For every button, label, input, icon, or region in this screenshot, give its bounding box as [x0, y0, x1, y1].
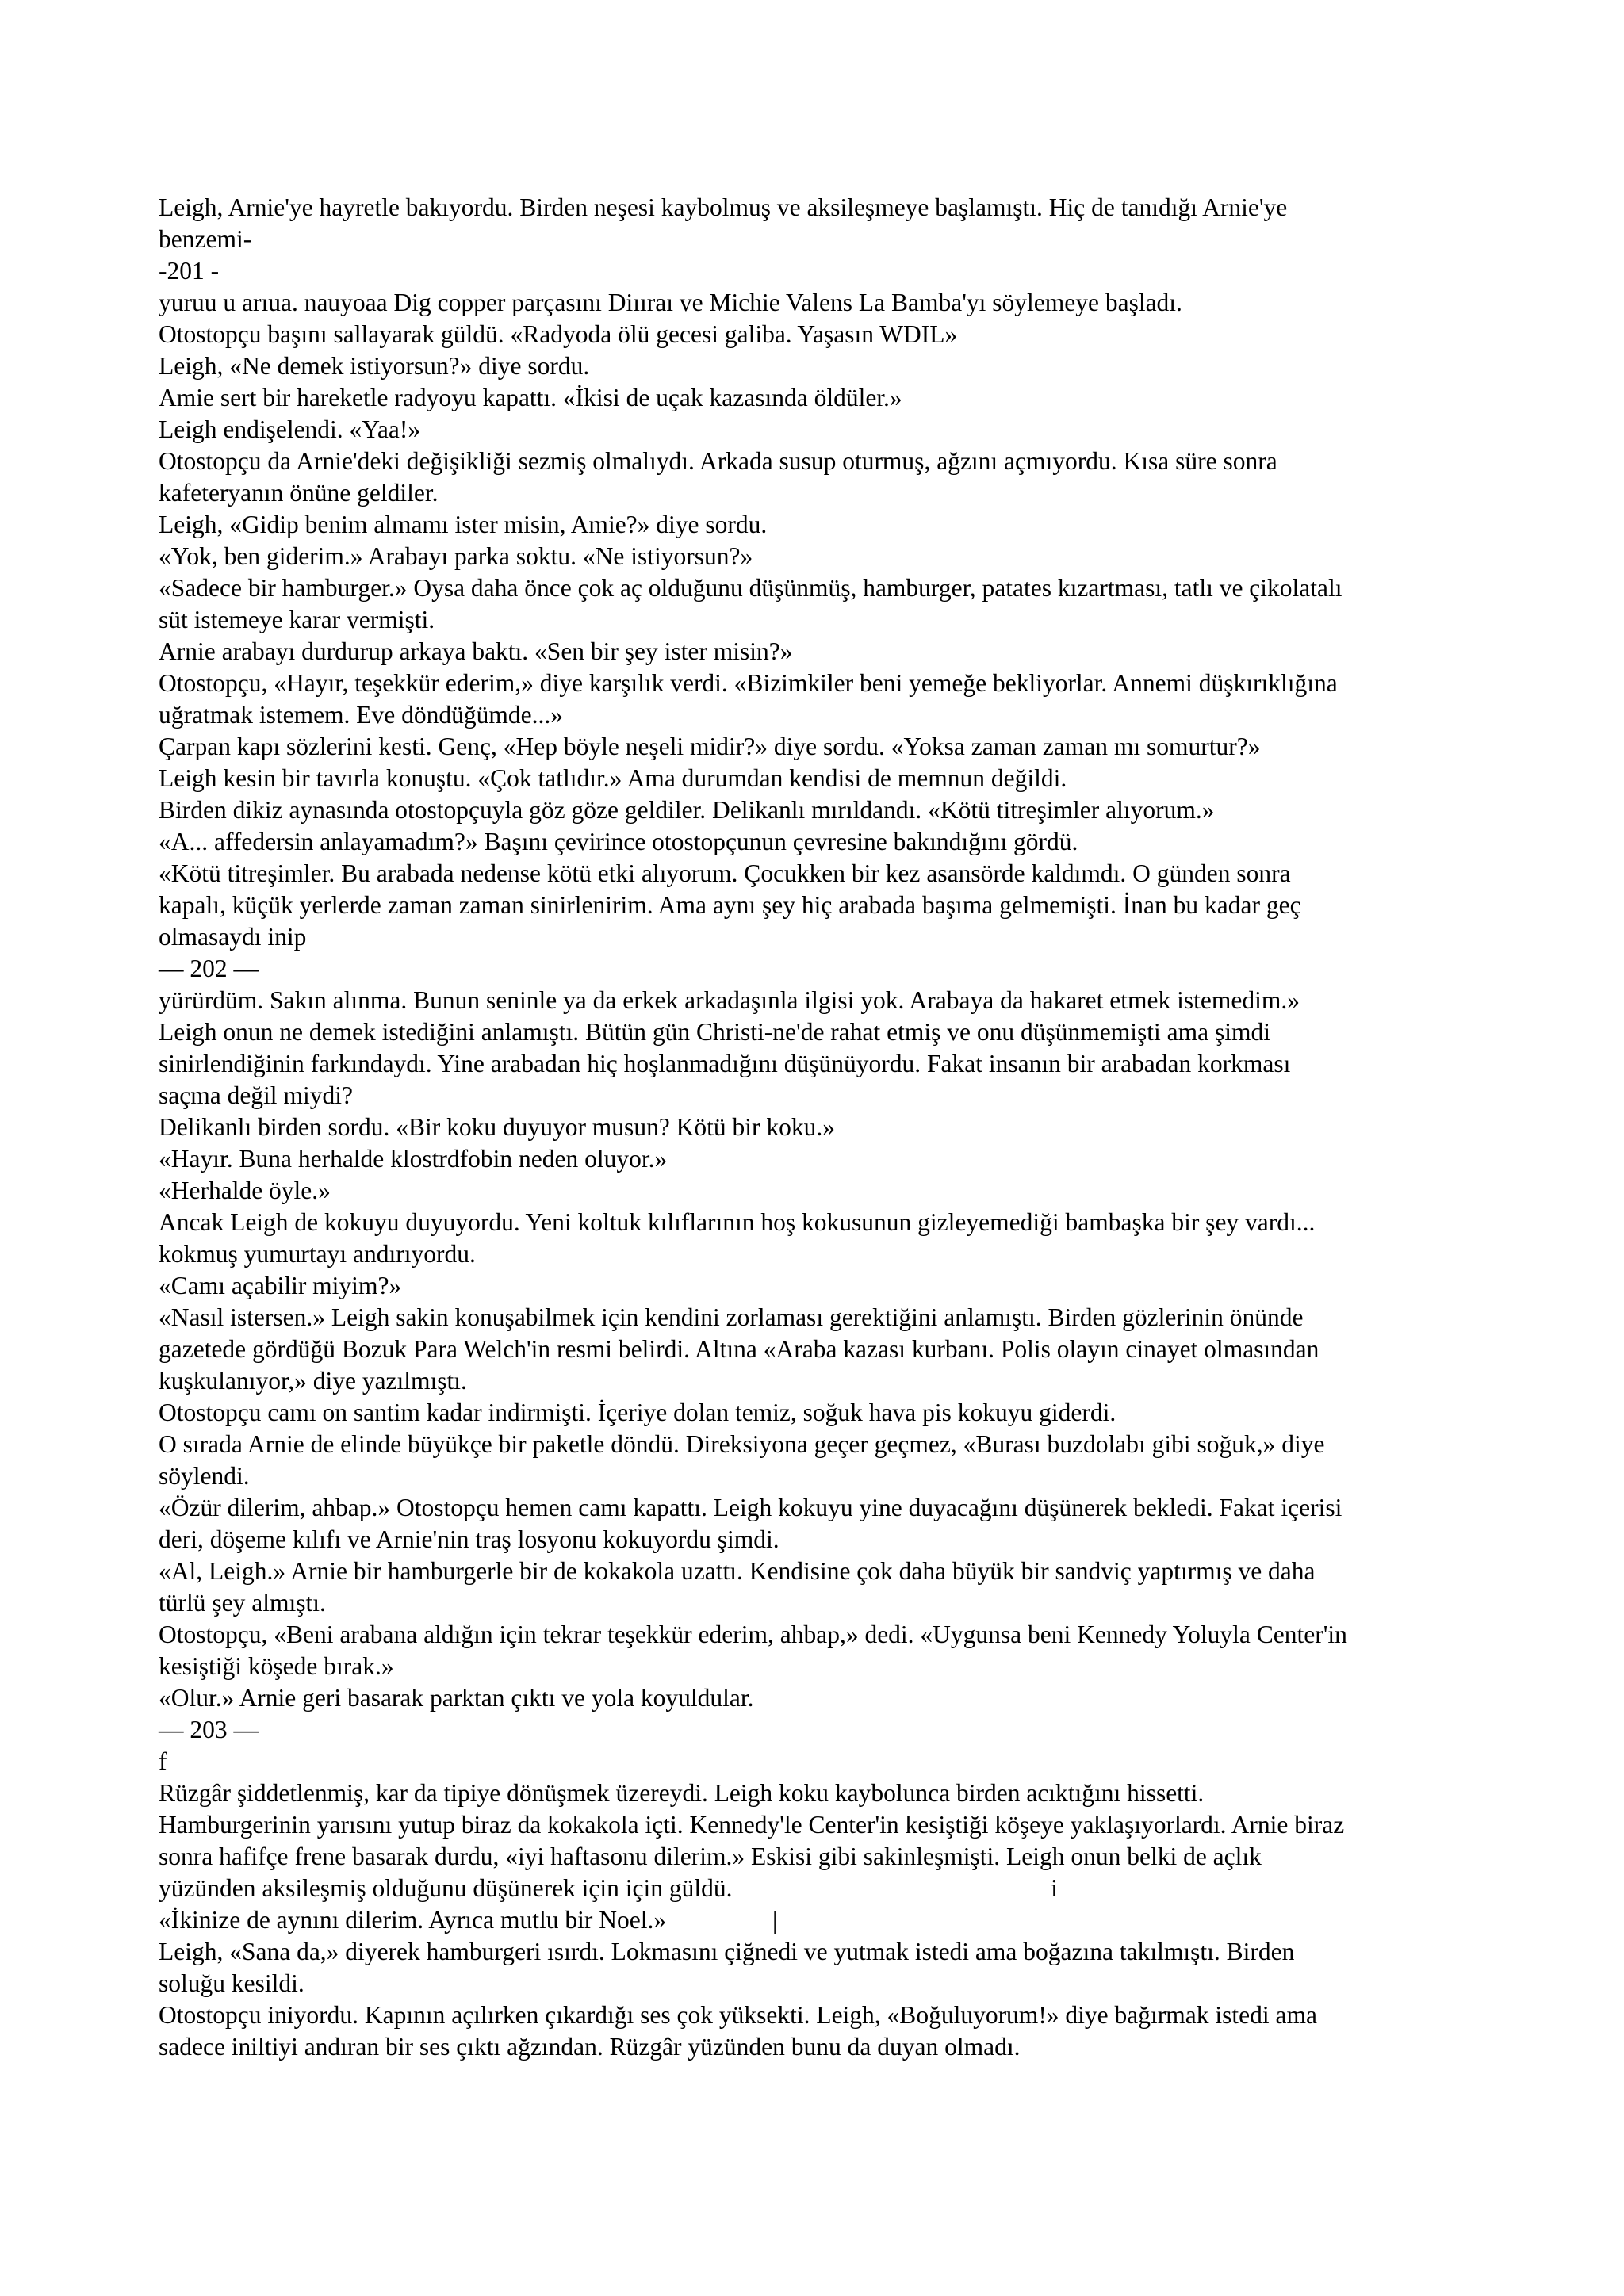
text-line: Çarpan kapı sözlerini kesti. Genç, «Hep böyle neşeli midir?» diye sordu. «Yoksa zaman zaman mı somurtur?»: [159, 733, 1261, 760]
text-line: Ancak Leigh de kokuyu duyuyordu. Yeni koltuk kılıflarının hoş kokusunun gizleyemediği bambaşka bir şey vardı...: [159, 1208, 1316, 1236]
text-line: söylendi.: [159, 1462, 250, 1490]
text-line: Leigh, Arnie'ye hayretle bakıyordu. Birden neşesi kaybolmuş ve aksileşmeye başlamıştı. Hiç de tanıdığı Arnie'ye: [159, 193, 1288, 221]
book-page-text: [159, 192, 1491, 2063]
text-line: Arnie arabayı durdurup arkaya baktı. «Sen bir şey ister misin?»: [159, 637, 793, 665]
text-line: kafeteryanın önüne geldiler.: [159, 479, 439, 507]
text-line: Otostopçu da Arnie'deki değişikliği sezmiş olmalıydı. Arkada susup oturmuş, ağzını açmıyordu. Kısa süre sonra: [159, 447, 1277, 475]
text-line: Birden dikiz aynasında otostopçuyla göz göze geldiler. Delikanlı mırıldandı. «Kötü titreşimler alıyorum.»: [159, 796, 1215, 824]
text-line: gazetede gördüğü Bozuk Para Welch'in resmi belirdi. Altına «Araba kazası kurbanı. Polis olayın cinayet olmasından: [159, 1335, 1320, 1363]
text-line: — 202 —: [159, 955, 259, 982]
text-line: yuruu u arıua. nauyoaa Dig copper parçasını Diııraı ve Michie Valens La Bamba'yı söylemeye başladı.: [159, 289, 1182, 316]
text-line: «Nasıl istersen.» Leigh sakin konuşabilmek için kendini zorlaması gerektiğini anlamıştı. Birden gözlerinin önünde: [159, 1303, 1304, 1331]
text-line: «Camı açabilir miyim?»: [159, 1272, 402, 1299]
text-line: «Al, Leigh.» Arnie bir hamburgerle bir de kokakola uzattı. Kendisine çok daha büyük bir sandviç yaptırmış ve daha: [159, 1557, 1316, 1585]
text-line: sonra hafifçe frene basarak durdu, «iyi haftasonu dilerim.» Eskisi gibi sakinleşmişti. Leigh onun belki de açlık: [159, 1843, 1262, 1870]
text-line: yüzünden aksileşmiş olduğunu düşünerek için için güldü. i: [159, 1874, 1058, 1902]
text-line: «A... affedersin anlayamadım?» Başını çevirince otostopçunun çevresine bakındığını gördü.: [159, 828, 1078, 855]
text-line: «Özür dilerim, ahbap.» Otostopçu hemen camı kapattı. Leigh kokuyu yine duyacağını düşünerek bekledi. Fakat içerisi: [159, 1494, 1342, 1521]
text-line: — 203 —: [159, 1716, 259, 1743]
text-line: uğratmak istemem. Eve döndüğümde...»: [159, 701, 564, 729]
text-line: sadece iniltiyi andıran bir ses çıktı ağzından. Rüzgâr yüzünden bunu da duyan olmadı.: [159, 2033, 1021, 2061]
text-line: «Hayır. Buna herhalde klostrdfobin neden oluyor.»: [159, 1145, 668, 1173]
text-line: Otostopçu iniyordu. Kapının açılırken çıkardığı ses çok yüksekti. Leigh, «Boğuluyorum!» diye bağırmak istedi ama: [159, 2001, 1317, 2029]
text-line: «Herhalde öyle.»: [159, 1177, 331, 1204]
text-line: benzemi-: [159, 225, 252, 253]
text-line: «Kötü titreşimler. Bu arabada nedense kötü etki alıyorum. Çocukken bir kez asansörde kaldımdı. O günden sonra: [159, 859, 1291, 887]
text-line: Leigh, «Ne demek istiyorsun?» diye sordu.: [159, 352, 590, 380]
text-line: Leigh onun ne demek istediğini anlamıştı. Bütün gün Christi-ne'de rahat etmiş ve onu düşünmemişti ama şimdi: [159, 1018, 1270, 1046]
text-line: kapalı, küçük yerlerde zaman zaman sinirlenirim. Ama aynı şey hiç arabada başıma gelmemişti. İnan bu kadar geç: [159, 891, 1301, 919]
text-line: Otostopçu, «Hayır, teşekkür ederim,» diye karşılık verdi. «Bizimkiler beni yemeğe bekliyorlar. Annemi düşkırıklığına: [159, 669, 1338, 697]
text-line: kesiştiği köşede bırak.»: [159, 1652, 394, 1680]
text-line: f: [159, 1747, 167, 1775]
text-line: Otostopçu başını sallayarak güldü. «Radyoda ölü gecesi galiba. Yaşasın WDIL»: [159, 320, 958, 348]
text-line: saçma değil miydi?: [159, 1081, 353, 1109]
text-line: yürürdüm. Sakın alınma. Bunun seninle ya da erkek arkadaşınla ilgisi yok. Arabaya da hakaret etmek istemedim.»: [159, 986, 1300, 1014]
text-line: soluğu kesildi.: [159, 1969, 304, 1997]
text-line: Delikanlı birden sordu. «Bir koku duyuyor musun? Kötü bir koku.»: [159, 1113, 836, 1141]
text-line: olmasaydı inip: [159, 923, 307, 951]
text-line: «Yok, ben giderim.» Arabayı parka soktu. «Ne istiyorsun?»: [159, 542, 753, 570]
text-line: Leigh, «Gidip benim almamı ister misin, Amie?» diye sordu.: [159, 511, 768, 538]
text-line: süt istemeye karar vermişti.: [159, 606, 435, 633]
text-line: kokmuş yumurtayı andırıyordu.: [159, 1240, 476, 1268]
text-line: Rüzgâr şiddetlenmiş, kar da tipiye dönüşmek üzereydi. Leigh koku kaybolunca birden acıktığını hissetti.: [159, 1779, 1205, 1807]
text-line: sinirlendiğinin farkındaydı. Yine arabadan hiç hoşlanmadığını düşünüyordu. Fakat insanın bir arabadan korkması: [159, 1050, 1291, 1077]
text-line: Leigh kesin bir tavırla konuştu. «Çok tatlıdır.» Ama durumdan kendisi de memnun değildi.: [159, 764, 1067, 792]
text-line: Leigh, «Sana da,» diyerek hamburgeri ısırdı. Lokmasını çiğnedi ve yutmak istedi ama boğazına takılmıştı. Birden: [159, 1938, 1295, 1965]
text-line: O sırada Arnie de elinde büyükçe bir paketle döndü. Direksiyona geçer geçmez, «Burası buzdolabı gibi soğuk,» diye: [159, 1430, 1325, 1458]
text-line: «Olur.» Arnie geri basarak parktan çıktı ve yola koyuldular.: [159, 1684, 754, 1712]
text-line: türlü şey almıştı.: [159, 1589, 326, 1617]
text-line: Otostopçu camı on santim kadar indirmişti. İçeriye dolan temiz, soğuk hava pis kokuyu giderdi.: [159, 1399, 1116, 1426]
text-line: Leigh endişelendi. «Yaa!»: [159, 415, 421, 443]
text-line: Amie sert bir hareketle radyoyu kapattı. «İkisi de uçak kazasında öldüler.»: [159, 384, 902, 411]
text-line: deri, döşeme kılıfı ve Arnie'nin traş losyonu kokuyordu şimdi.: [159, 1525, 779, 1553]
text-line: Hamburgerinin yarısını yutup biraz da kokakola içti. Kennedy'le Center'in kesiştiği köşeye yaklaşıyorlardı. Arnie biraz: [159, 1811, 1345, 1839]
text-line: kuşkulanıyor,» diye yazılmıştı.: [159, 1367, 467, 1395]
text-line: «Sadece bir hamburger.» Oysa daha önce çok aç olduğunu düşünmüş, hamburger, patates kızartması, tatlı ve çikolatalı: [159, 574, 1342, 602]
text-line: -201 -: [159, 257, 220, 285]
text-line: «İkinize de aynını dilerim. Ayrıca mutlu bir Noel.» |: [159, 1906, 778, 1934]
text-line: Otostopçu, «Beni arabana aldığın için tekrar teşekkür ederim, ahbap,» dedi. «Uygunsa beni Kennedy Yoluyla Center'in: [159, 1621, 1347, 1648]
